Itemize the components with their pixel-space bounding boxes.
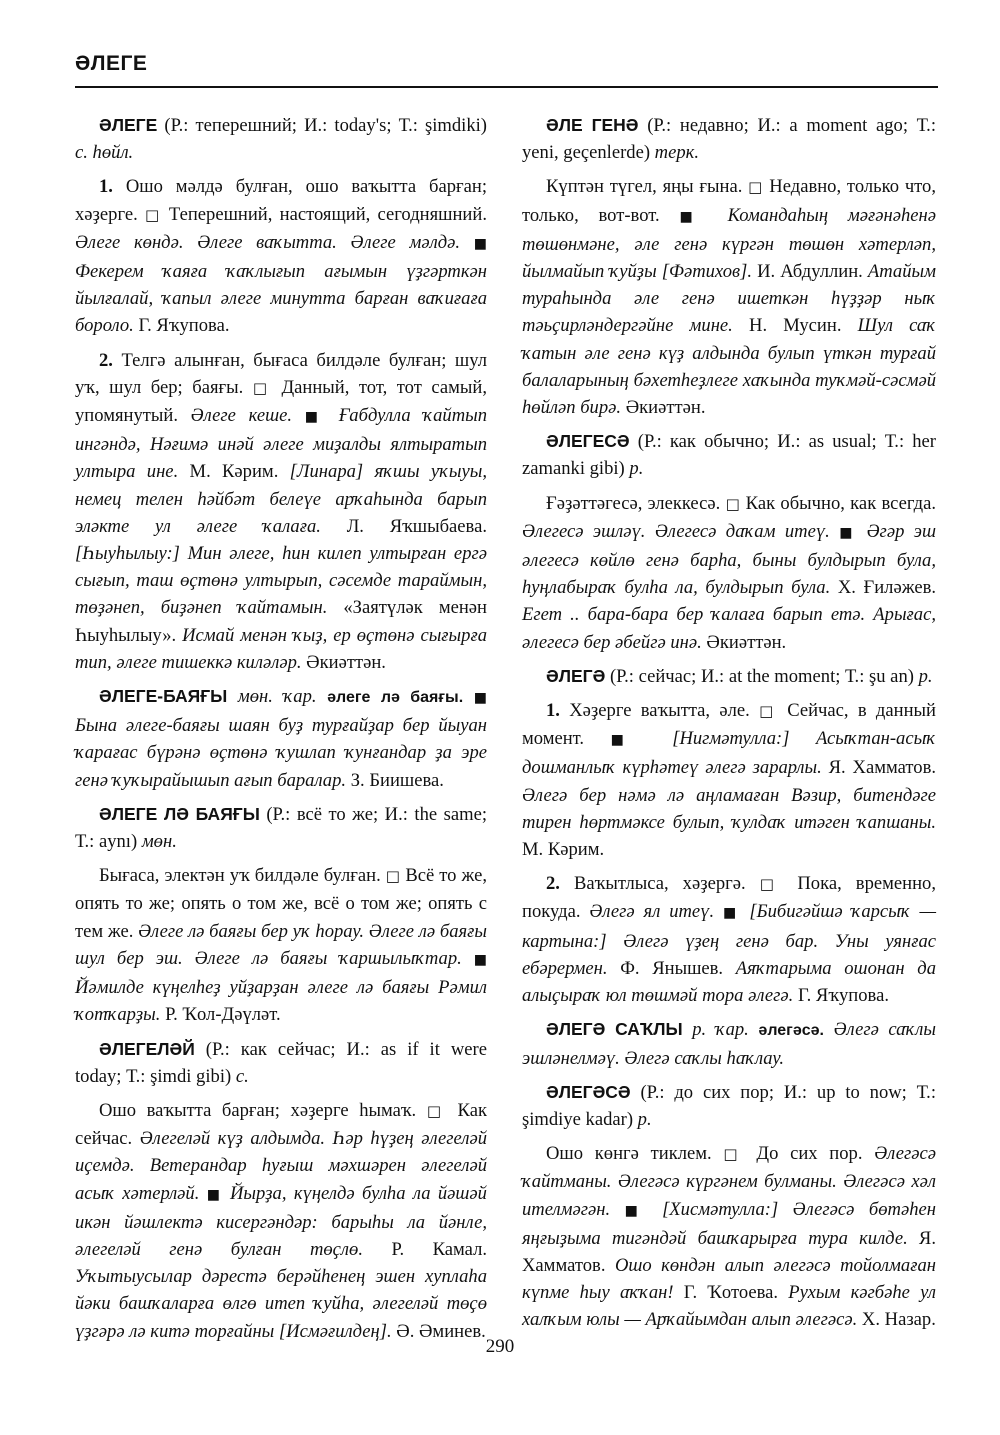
citation-marker: ■ [473, 951, 488, 968]
italic-text: терк. [654, 142, 699, 164]
text-run [223, 1183, 230, 1204]
entry-paragraph [522, 112, 936, 166]
entry-paragraph [522, 697, 936, 863]
cross-reference: әлегәсә. [758, 1022, 824, 1040]
entry-paragraph [522, 173, 936, 421]
russian-marker: □ [385, 867, 401, 886]
text-run [824, 1019, 834, 1040]
text-run: Как сейчас. [75, 1099, 487, 1150]
text-run: Ошо көнгә тиклем. [546, 1143, 724, 1165]
text-run: Х. Назар. [857, 1309, 936, 1331]
text-run: Әкиәттән. [701, 631, 787, 653]
entry-paragraph [75, 1097, 487, 1345]
russian-marker: □ [748, 178, 764, 197]
text-run: Бығаса, электән уҡ билдәле булған. [99, 865, 386, 887]
entry-paragraph [75, 112, 487, 166]
citation-marker: ■ [206, 1186, 223, 1203]
italic-text: Әлегәсә ҡайтманы. Әлегәсә күргәнем булманы. Әлегәсә хәл ителмәгән. [522, 1143, 936, 1220]
entry-paragraph [75, 683, 487, 794]
italic-text: [Нигмәтулла:] Асыҡтан-асыҡ дошманлыҡ күрһәтеү әлегә зарарлы. [522, 728, 936, 779]
text-run [462, 948, 474, 969]
italic-text: Атайым тураһында әле генә ишеткән һүҙҙәр ныҡ тәьҫирләндергәйне мине. [522, 261, 936, 337]
italic-text: Әлеге кеше. [190, 405, 293, 427]
right-column [522, 112, 936, 1341]
entry-paragraph [522, 663, 936, 690]
italic-text: Командаһың мәғәнәһенә төшөнмәне, әле генә күргән төшөн хәтерләп, йылмайып ҡуйҙы [Фәтихов]. [522, 204, 937, 283]
text-run: Теперешний, настоящий, сегодняшний. [161, 203, 487, 225]
entry-paragraph [522, 1140, 936, 1333]
entry-paragraph [75, 862, 487, 1028]
cross-reference: әлеге лә баяғы. [327, 689, 464, 707]
sense-number: 1. [99, 176, 113, 198]
header-rule [75, 86, 938, 88]
text-run: Г. Яҡупова. [793, 985, 889, 1007]
citation-marker: ■ [679, 208, 708, 225]
italic-text: Әлегә саҡлы эшләнелмәү. Әлегә саҡлы һаҡлау. [522, 1019, 936, 1069]
text-run: Всё то же, опять то же; опять о том же, всё о том же; опять с тем же. [75, 865, 487, 942]
text-run: Х. Ғиләжев. [830, 577, 936, 599]
russian-marker: □ [725, 494, 741, 513]
text-run [463, 686, 474, 707]
citation-marker: ■ [610, 732, 646, 749]
text-run: Әкиәттән. [301, 651, 386, 673]
running-head: ӘЛЕГЕ [75, 52, 148, 75]
citation-marker: ■ [473, 690, 487, 707]
text-run [648, 1199, 662, 1220]
text-run: Г. Ҡотоева. [673, 1282, 789, 1304]
russian-marker: □ [759, 702, 778, 721]
entry-paragraph [522, 1079, 936, 1133]
text-run: (Р.: сейчас; И.: at the moment; Т.: şu an) [605, 665, 919, 687]
headword: ӘЛЕ ГЕНӘ [546, 115, 639, 135]
italic-text: Бына әлеге-баяғы шаян буҙ турғайҙар бер йыуан ҡарағас бүрәнә өҫтөнә ҡушлап ҡунғандар ҙа эре генә ҡуҡырайышып ағып баралар. [75, 715, 487, 791]
text-run: Сейчас, в данный момент. [522, 700, 936, 750]
italic-text: р. [918, 665, 933, 687]
text-run: (Р.: всё то же; И.: the same; Т.: aynı) [75, 803, 487, 853]
italic-text: Йәмилде күңелһеҙ уйҙарҙан әлеге лә баяғы Рәмил ҡотҡарҙы. [75, 977, 487, 1026]
text-run: Күптән түгел, яңы ғына. [546, 176, 749, 198]
italic-text: р. [637, 1108, 652, 1130]
italic-text: [Линара] яҡшы уҡыуы, немец телен һәйбәт белеүе арҡаһында барып эләкте ул әлеге ҡалаға. [75, 461, 487, 537]
text-run: (Р.: как обычно; И.: as usual; Т.: her zamanki gibi) [522, 431, 936, 480]
italic-text: мөн. ҡар. [237, 686, 317, 708]
sense-number: 2. [546, 873, 560, 895]
italic-text: Уҡытыусылар дәрестә берәйһенең эшен хуплаһа йәки башҡаларға өлгө итеп ҡуйһа, әлегеләй төҫө үҙгәрә лә китә торғайны [Исмәғилдең]. [75, 1266, 487, 1342]
sense-number: 1. [546, 700, 560, 722]
text-run: З. Биишева. [346, 769, 444, 791]
text-run: Ә. Әминев. [391, 1320, 486, 1342]
text-run: Ф. Янышев. [607, 957, 736, 979]
headword: ӘЛЕГӘ [546, 665, 606, 686]
page-number: 290 [485, 1336, 515, 1357]
citation-marker: ■ [304, 409, 327, 426]
entry-paragraph [75, 173, 487, 339]
text-run [749, 1019, 759, 1040]
text-run: (Р.: недавно; И.: a moment ago; Т.: yeni, geçenlerde) [522, 115, 936, 164]
entry-paragraph [522, 490, 936, 656]
text-run [857, 521, 866, 542]
text-run [292, 405, 305, 426]
text-run [708, 205, 728, 226]
text-run [199, 1183, 206, 1204]
headword: ӘЛЕГЕСӘ [546, 431, 630, 452]
text-run: До сих пор. [744, 1143, 875, 1165]
italic-text: Йырҙа, күңелдә булһа ла йәшәй икән йәшлектә кисергәндәр: барыһы ла йәнле, әлегеләй генә булған төҫлө. [75, 1182, 487, 1260]
text-run [830, 521, 839, 542]
russian-marker: □ [426, 1101, 447, 1120]
italic-text: Әлегеләй күҙ алдымда. Һәр һүҙең әлегеләй иҫемдә. Ветерандар һуғыш мәхшәрен әлегеләй асыҡ хәтерләй. [75, 1128, 487, 1204]
russian-marker: □ [144, 205, 162, 224]
italic-text: Егет .. бара-бара бер ҡалаға барып етә. Арығас, әлегесә бер әбейгә инә. [522, 604, 936, 653]
italic-text: Исмай менән ҡыҙ, ер өҫтөнә сығырға тип, әлеге тишеккә киләләр. [75, 624, 487, 673]
text-run: Н. Мусин. [732, 315, 858, 337]
italic-text: с. һөйл. [75, 142, 134, 164]
italic-text: Фекерем ҡаяға ҡаҡлығып ағымын үҙгәрткән йылғалай, ҡапыл әлеге минутта барған ваҡиғаға бороло. [75, 261, 487, 337]
italic-text: Әлегесә эшләү. Әлегесә даҡам итеү. [522, 520, 830, 542]
text-run: Телгә алынған, бығаса билдәле булған; шул уҡ, шул бер; баяғы. [75, 349, 487, 398]
italic-text: Әлегә бер нәмә лә аңламаған Вәзир, битендәге тирен һөртмәксе булып, ҡулдаҡ итәген ҡапшаны. [522, 784, 936, 833]
text-run: Я. Хамматов. [522, 1227, 936, 1276]
text-run: Әкиәттән. [621, 397, 706, 419]
italic-text: Ғабдулла ҡайтып ингәндә, Нәғимә инәй әлеге миҙалды ялтыратып ултыра ине. [75, 405, 488, 483]
italic-text: с. [235, 1065, 249, 1087]
italic-text: Шул саҡ ҡатын әле генә күҙ алдында булып үткән турғай балаларының бәхетһеҙлеге хаҡында туҡмәй-сәсмәй һөйләп бирә. [522, 315, 936, 419]
italic-text: Әлегә ял итеү. [589, 901, 715, 923]
text-run [326, 405, 339, 426]
italic-text: р. [629, 458, 644, 480]
entry-paragraph [522, 428, 936, 482]
text-run: «Заятүләк менән Һыуһылыу». [75, 597, 487, 646]
italic-text: [Хисмәтулла:] Әлегәсә бөтәһен яңғыҙыма тигәндәй башҡарырға тура килде. [522, 1198, 936, 1249]
italic-text: Әлеге көндә. Әлеге ваҡытта. Әлеге мәлдә. [75, 231, 461, 253]
text-run: М. Кәрим. [522, 839, 605, 861]
text-run: Данный, тот, тот самый, упомянутый. [75, 376, 487, 427]
russian-marker: □ [252, 378, 272, 397]
italic-text: Әгәр эш әлегесә көйлө генә барһа, быны булдырып була, һуңлабыраҡ булһа ла, булдырып була. [522, 520, 937, 599]
text-run [610, 1199, 624, 1220]
italic-text: Әлеге лә баяғы бер уҡ һорау. Әлеге лә баяғы шул бер эш. Әлеге лә баяғы ҡаршылыҡтар. [75, 920, 487, 969]
italic-text: Аяҡтарыма ошонан да алыҫыраҡ юл төшмәй тора әлегә. [522, 957, 936, 1007]
italic-text: р. ҡар. [692, 1019, 749, 1041]
italic-text: Рухым кәгбәһе ул халҡым юлы — Арҡайымдан алып әлегәсә. [522, 1282, 936, 1331]
text-run: Ғәҙәттәгесә, элеккесә. [546, 492, 726, 514]
citation-marker: ■ [723, 905, 741, 922]
text-run: М. Кәрим. [178, 461, 290, 483]
italic-text: Ошо көндән алып әлегәсә тойолмаған күпме һыу аҡҡан! [522, 1254, 936, 1304]
entry-paragraph [75, 801, 487, 855]
headword: ӘЛЕГЕ [99, 115, 158, 135]
italic-text: мөн. [141, 831, 177, 853]
text-run: Р. Ҡол-Дәүләт. [160, 1004, 281, 1026]
russian-marker: □ [723, 1145, 745, 1164]
citation-marker: ■ [839, 524, 858, 541]
text-run: Р. Камал. [362, 1238, 488, 1260]
text-run [460, 232, 474, 253]
citation-marker: ■ [473, 235, 487, 252]
entry-paragraph [75, 347, 487, 676]
text-run [317, 686, 328, 707]
text-run: Как обычно, как всегда. [740, 492, 936, 514]
entry-paragraph [522, 1016, 936, 1071]
sense-number: 2. [99, 349, 113, 371]
text-run: Л. Яҡшыбаева. [320, 515, 487, 537]
text-run [227, 686, 238, 707]
headword: ӘЛЕГӘ САҠЛЫ [546, 1019, 683, 1040]
headword: ӘЛЕГЕ-БАЯҒЫ [99, 686, 228, 707]
text-run: Пока, временно, покуда. [522, 873, 936, 923]
text-run [646, 728, 673, 749]
text-run: Ваҡытлыса, хәҙергә. [559, 873, 760, 895]
left-column [75, 112, 487, 1352]
text-run: Г. Яҡупова. [133, 315, 230, 337]
text-run [683, 1019, 693, 1040]
entry-paragraph [522, 870, 936, 1009]
citation-marker: ■ [624, 1202, 648, 1219]
headword: ӘЛЕГЕЛӘЙ [99, 1038, 195, 1059]
text-run: Хәҙерге ваҡытта, әле. [559, 700, 760, 722]
text-run: (Р.: теперешний; И.: today's; Т.: şimdiki) [157, 115, 487, 136]
russian-marker: □ [759, 875, 784, 894]
text-run: Ошо ваҡытта барған; хәҙерге һымаҡ. [99, 1099, 427, 1121]
text-run: Я. Хамматов. [821, 757, 937, 779]
text-run: Недавно, только что, только, вот-вот. [522, 176, 936, 226]
text-run: (Р.: до сих пор; И.: up to now; Т.: şimdiye kadar) [522, 1081, 936, 1130]
entry-paragraph [75, 1036, 487, 1090]
headword: ӘЛЕГЕ ЛӘ БАЯҒЫ [99, 803, 260, 824]
italic-text: [Һыуһылыу:] Мин әлеге, һин килеп ултырған ергә сығып, таш өҫтөнә ултырып, сәсемде тараймын, төҙәнеп, биҙәнеп ҡайтамын. [75, 543, 487, 619]
italic-text: [Бибигәйшә ҡарсыҡ — картына:] Әлегә үҙең генә бар. Уны уянғас ебәрермен. [522, 901, 936, 979]
text-run: (Р.: как сейчас; И.: as if it were today; Т.: şimdi gibi) [75, 1038, 487, 1087]
headword: ӘЛЕГӘСӘ [546, 1081, 631, 1102]
text-run: И. Абдуллин. [751, 261, 868, 283]
text-run [714, 901, 723, 922]
text-run: Ошо мәлдә булған, ошо ваҡытта барған; хәҙерге. [75, 176, 487, 225]
